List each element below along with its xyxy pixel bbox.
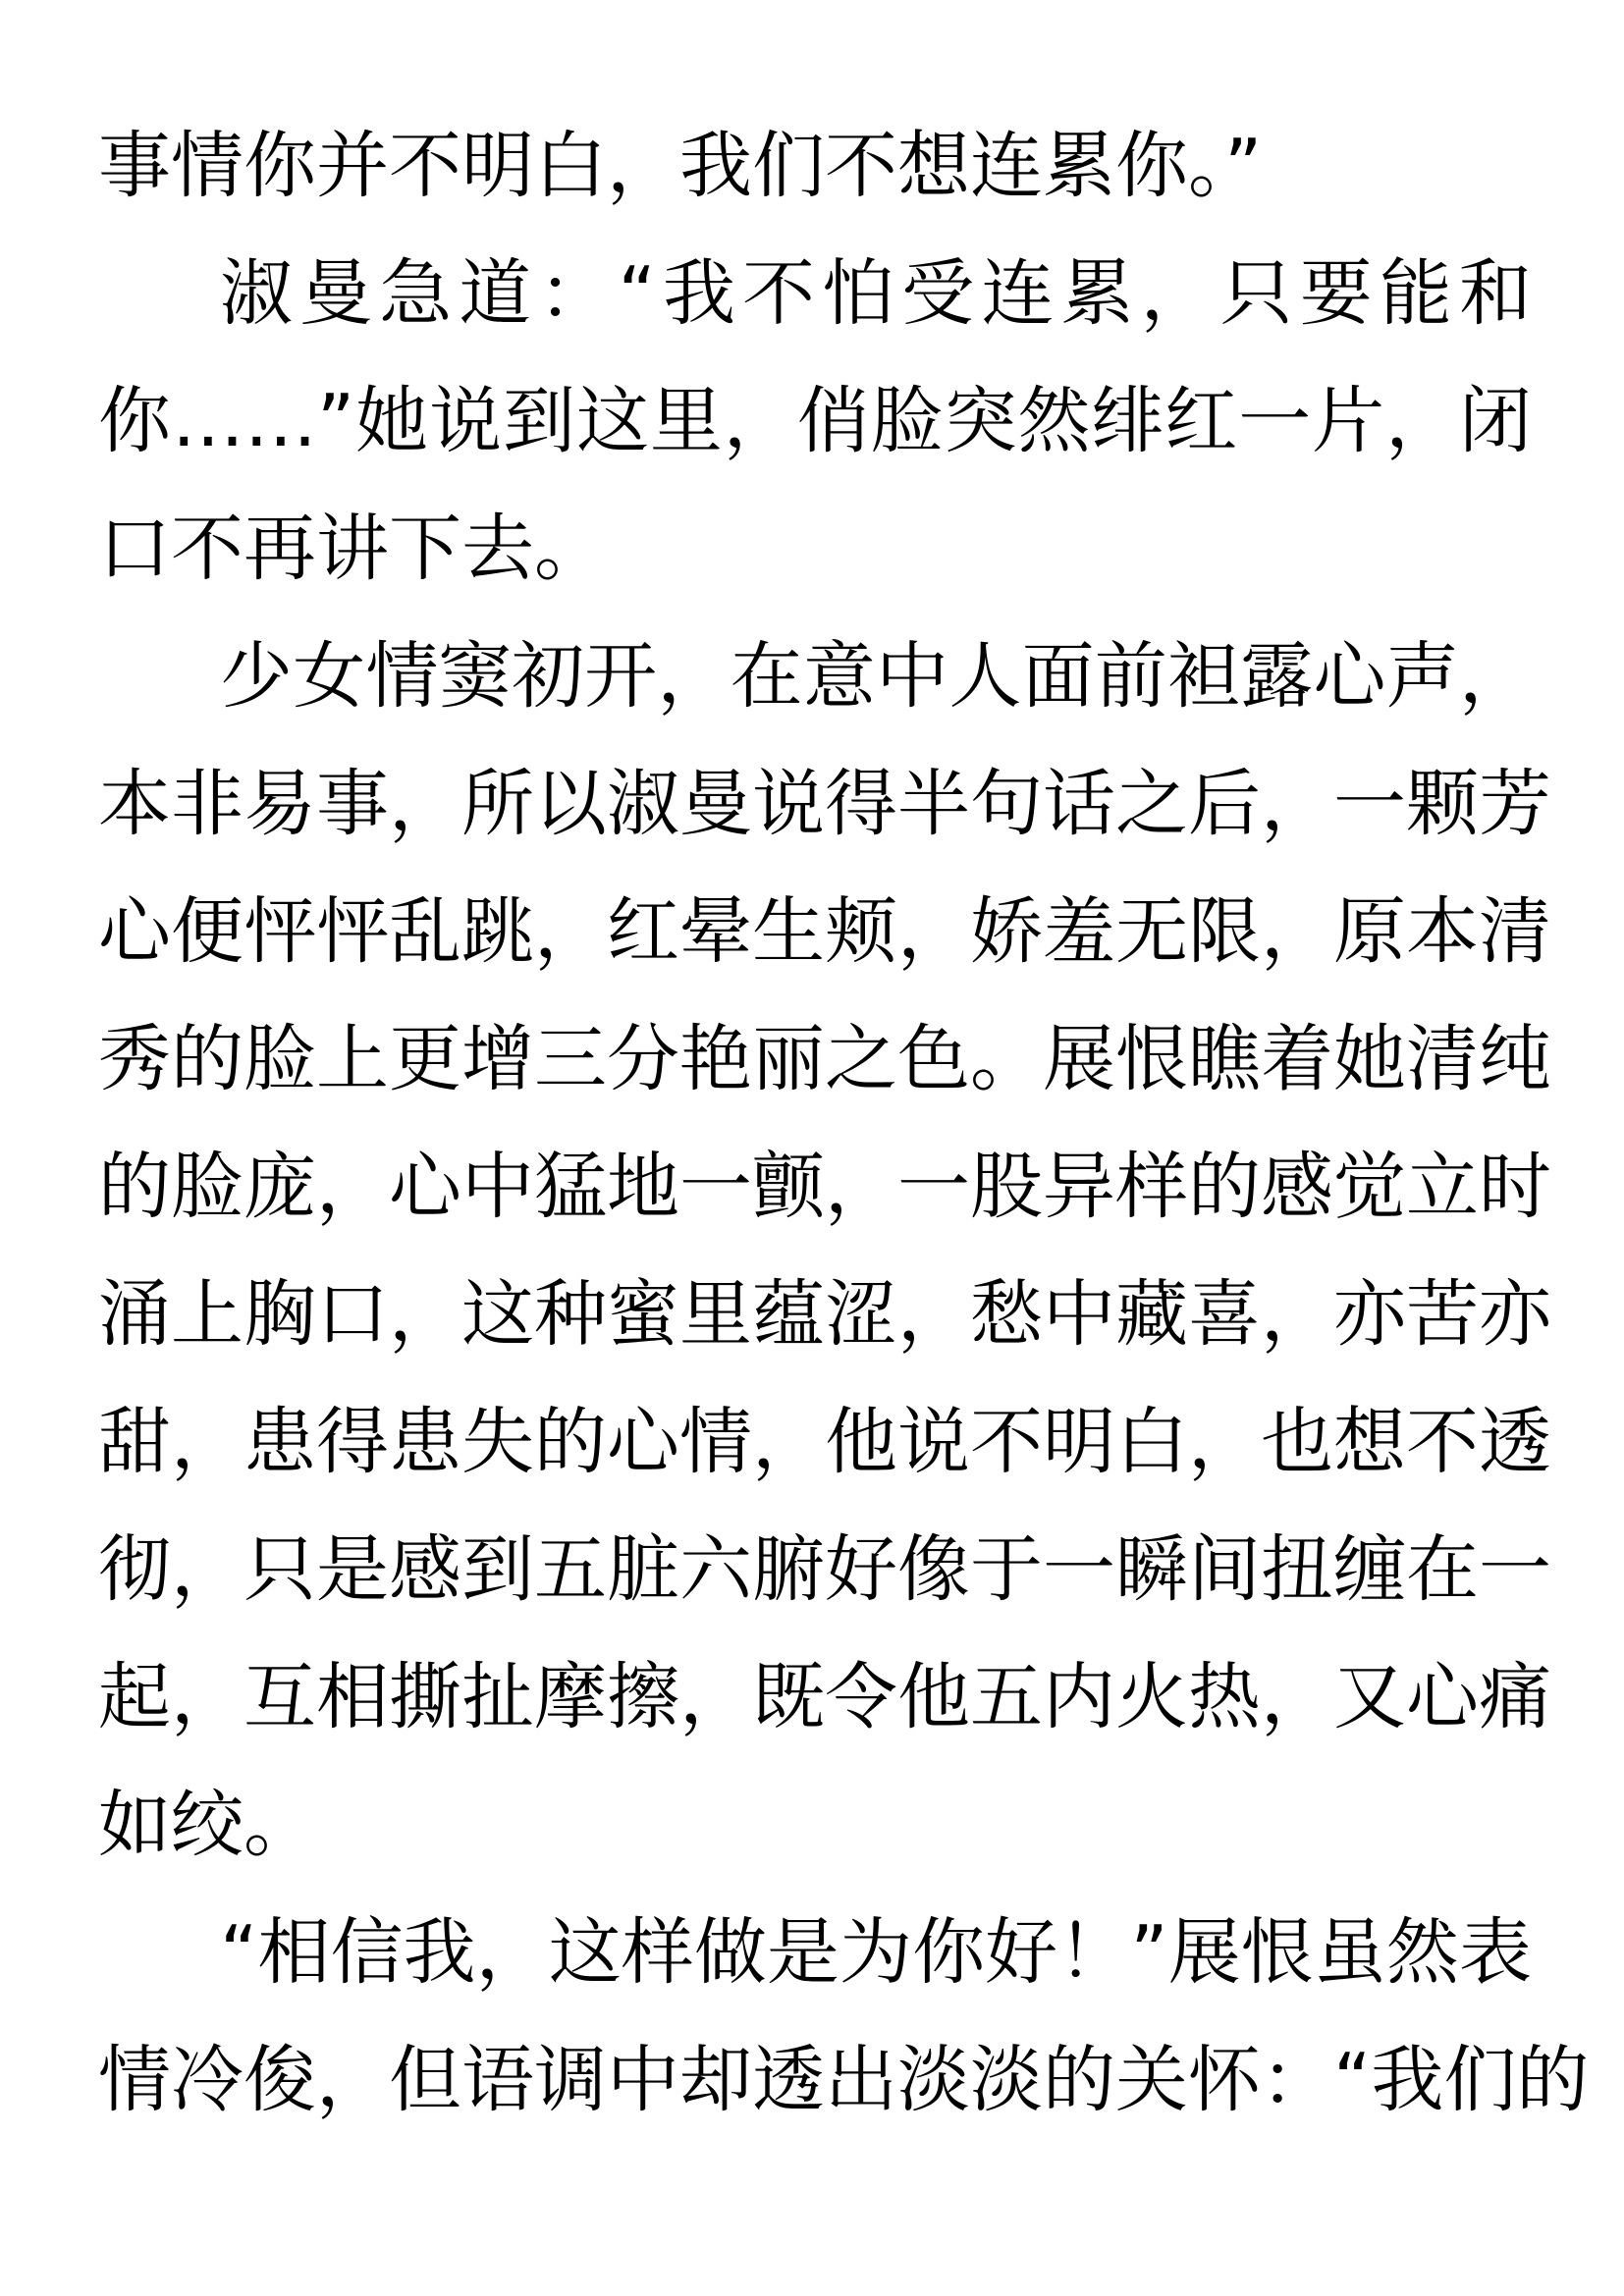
text-line: 秀的脸上更增三分艳丽之色。展恨瞧着她清纯 (98, 1017, 1551, 1101)
text-line: 涌上胸口，这种蜜里蕴涩，愁中藏喜，亦苦亦 (98, 1272, 1551, 1357)
text-line: 如绞。 (98, 1783, 316, 1867)
text-line: 起，互相撕扯摩擦，既令他五内火热，又心痛 (98, 1655, 1551, 1739)
text-line: 事情你并不明白，我们不想连累你。” (98, 124, 1263, 208)
body-text (98, 102, 1590, 2144)
text-line: 本非易事，所以淑曼说得半句话之后，一颗芳 (98, 762, 1551, 846)
text-line: 甜，患得患失的心情，他说不明白，也想不透 (98, 1400, 1551, 1484)
text-line: 的脸庞，心中猛地一颤，一股异样的感觉立时 (98, 1145, 1551, 1229)
text-line: “相信我，这样做是为你好！”展恨虽然表 (220, 1910, 1532, 1995)
text-line: 淑曼急道：“我不怕受连累，只要能和 (220, 251, 1532, 336)
text-line: 情冷俊，但语调中却透出淡淡的关怀：“我们的 (98, 2038, 1590, 2122)
text-line: 心便怦怦乱跳，红晕生颊，娇羞无限，原本清 (98, 889, 1551, 974)
text-line: 彻，只是感到五脏六腑好像于一瞬间扭缠在一 (98, 1527, 1551, 1612)
text-line: 你……”她说到这里，俏脸突然绯红一片，闭 (98, 379, 1532, 463)
text-line: 口不再讲下去。 (98, 507, 607, 591)
text-line: 少女情窦初开，在意中人面前袒露心声， (220, 634, 1532, 719)
